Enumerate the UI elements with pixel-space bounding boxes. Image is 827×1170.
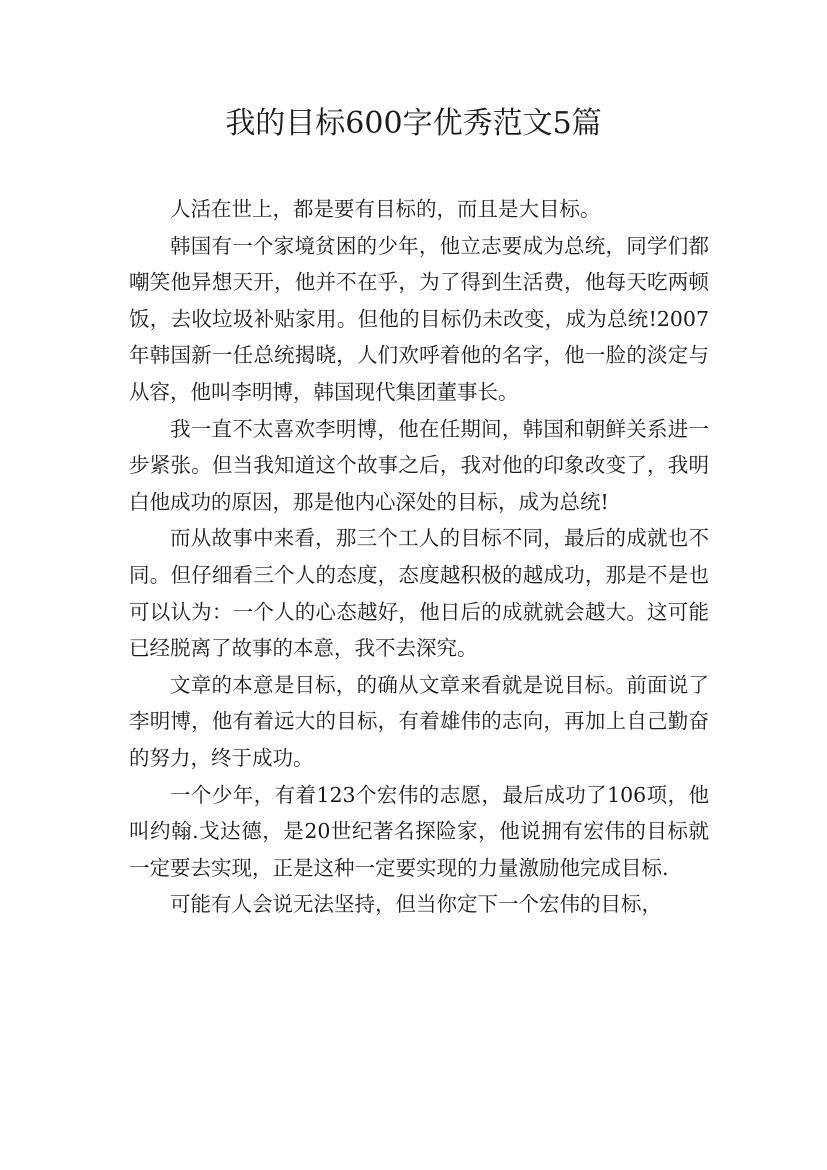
paragraph: 我一直不太喜欢李明博，他在任期间，韩国和朝鲜关系进一步紧张。但当我知道这个故事之后，我对他的印象改变了，我明白他成功的原因，那是他内心深处的目标，成为总统! bbox=[129, 416, 709, 514]
paragraph: 而从故事中来看，那三个工人的目标不同，最后的成就也不同。但仔细看三个人的态度，态度越积极的越成功，那是不是也可以认为：一个人的心态越好，他日后的成就就会越大。这可能已经脱离了故事的本意，我不去深究。 bbox=[129, 526, 709, 661]
paragraph: 一个少年，有着123个宏伟的志愿，最后成功了106项，他叫约翰.戈达德，是20世纪著名探险家，他说拥有宏伟的目标就一定要去实现，正是这种一定要实现的力量激励他完成目标. bbox=[129, 782, 709, 880]
paragraph: 人活在世上，都是要有目标的，而且是大目标。 bbox=[170, 197, 601, 221]
paragraph: 韩国有一个家境贫困的少年，他立志要成为总统，同学们都嘲笑他异想天开，他并不在乎，为了得到生活费，他每天吃两顿饭，去收垃圾补贴家用。但他的目标仍未改变，成为总统!2007年韩国新一任总统揭晓，人们欢呼着他的名字，他一脸的淡定与从容，他叫李明博，韩国现代集团董事长。 bbox=[129, 233, 709, 404]
document-body bbox=[129, 191, 709, 923]
document-title: 我的目标600字优秀范文5篇 bbox=[225, 106, 602, 141]
paragraph: 可能有人会说无法坚持，但当你定下一个宏伟的目标， bbox=[170, 892, 662, 917]
paragraph: 文章的本意是目标，的确从文章来看就是说目标。前面说了李明博，他有着远大的目标，有着雄伟的志向，再加上自己勤奋的努力，终于成功。 bbox=[129, 672, 709, 770]
